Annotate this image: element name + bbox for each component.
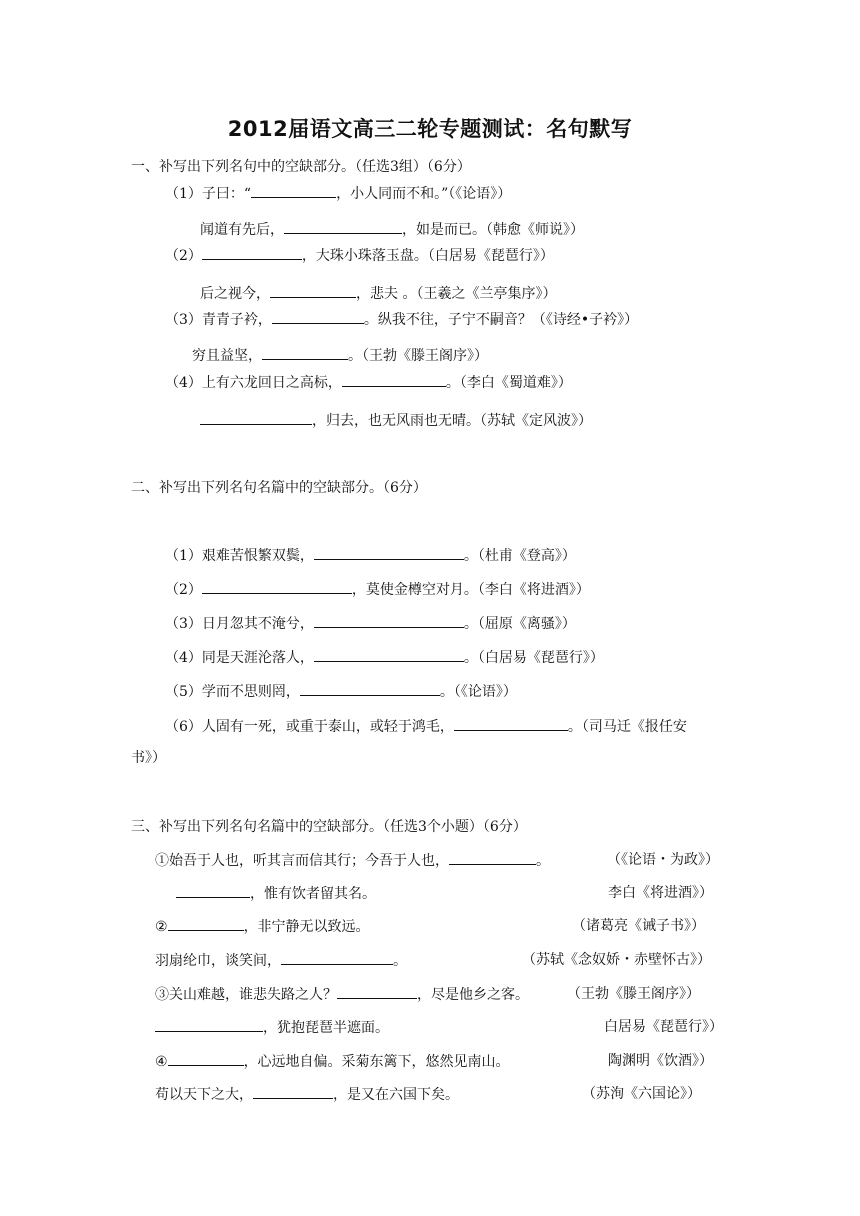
answer-blank[interactable]	[342, 372, 446, 387]
section3-source-3a: （王勃《滕王阁序》）	[567, 986, 700, 1002]
answer-blank[interactable]	[202, 579, 352, 594]
section2-heading: 二、补写出下列名句名篇中的空缺部分。（6分）	[131, 480, 427, 496]
text-before: （5）学而不思则罔，	[165, 684, 300, 700]
answer-blank[interactable]	[251, 183, 336, 198]
section2-item-1	[165, 545, 576, 566]
answer-blank[interactable]	[155, 1017, 263, 1032]
text-before: 苟以天下之大，	[155, 1087, 253, 1103]
text-after: ，如是而已。（韩愈《师说》）	[402, 222, 584, 238]
answer-blank[interactable]	[200, 410, 312, 425]
text-after: ，是又在六国下矣。	[333, 1087, 459, 1103]
text-after: 。（白居易《琵琶行》）	[463, 650, 604, 666]
answer-blank[interactable]	[253, 1084, 333, 1099]
section1-item-2b	[200, 283, 556, 304]
text-before: 穷且益坚，	[192, 348, 262, 364]
section1-item-3b	[192, 345, 488, 366]
text-before: （2）	[165, 248, 202, 264]
section1-heading: 一、补写出下列名句中的空缺部分。（任选3组）（6分）	[131, 159, 471, 175]
section1-item-3a	[165, 309, 638, 330]
text-after: ，心远地自偏。采菊东篱下，悠然见南山。	[243, 1054, 510, 1070]
answer-blank[interactable]	[300, 681, 440, 696]
text-after: ，惟有饮者留其名。	[250, 886, 376, 902]
text-before: （4）同是天涯沦落人，	[165, 650, 314, 666]
answer-blank[interactable]	[314, 613, 464, 628]
section3-source-1b: 李白《将进酒》）	[608, 885, 713, 901]
answer-blank[interactable]	[168, 1051, 244, 1066]
text-after: 。（王勃《滕王阁序》）	[348, 348, 488, 364]
text-after: 。	[536, 853, 550, 869]
answer-blank[interactable]	[337, 984, 417, 999]
answer-blank[interactable]	[314, 545, 464, 560]
text-before: 后之视今，	[200, 286, 270, 302]
text-before: 羽扇纶巾，谈笑间，	[155, 953, 281, 969]
text-before: （6）人固有一死，或重于泰山，或轻于鸿毛，	[165, 719, 454, 735]
text-after: ，归去，也无风雨也无晴。（苏轼《定风波》）	[312, 413, 592, 429]
answer-blank[interactable]	[262, 345, 348, 360]
answer-blank[interactable]	[270, 283, 356, 298]
text-after: 。（屈原《离骚》）	[463, 616, 576, 632]
section1-item-1b	[200, 219, 584, 240]
text-after: ，大珠小珠落玉盘。（白居易《琵琶行》）	[301, 248, 554, 264]
text-before: ③关山难越，谁悲失路之人？	[155, 987, 337, 1003]
text-before: （4）上有六龙回日之高标，	[165, 375, 342, 391]
text-after: 。	[393, 953, 407, 969]
answer-blank[interactable]	[272, 309, 364, 324]
section3-source-2a: （诸葛亮《诫子书》）	[572, 918, 705, 934]
section3-source-4a: 陶渊明《饮酒》）	[608, 1053, 713, 1069]
section2-item-6	[165, 716, 687, 737]
answer-blank[interactable]	[281, 950, 393, 965]
section3-item-3a	[155, 984, 529, 1005]
section1-item-4b	[200, 410, 592, 431]
section3-item-1b	[176, 883, 376, 904]
text-before: （1）艰难苦恨繁双鬓，	[165, 548, 314, 564]
text-before: （2）	[165, 582, 202, 598]
section3-source-3b: 白居易《琵琶行》）	[604, 1019, 723, 1035]
section1-item-1a	[165, 183, 511, 204]
text-after: 。纵我不往，子宁不嗣音？（《诗经•子衿》）	[363, 312, 639, 328]
text-after: ，小人同而不和。”（《论语》）	[336, 186, 512, 202]
answer-blank[interactable]	[449, 850, 536, 865]
section3-item-4a	[155, 1051, 510, 1072]
text-before: ②	[155, 919, 168, 935]
section3-source-2b: （苏轼《念奴娇・赤壁怀古》）	[522, 952, 711, 968]
answer-blank[interactable]	[168, 916, 244, 931]
answer-blank[interactable]	[202, 245, 302, 260]
text-after: 。（杜甫《登高》）	[463, 548, 576, 564]
text-after: ，犹抱琵琶半遮面。	[263, 1020, 389, 1036]
section3-item-3b	[155, 1017, 389, 1038]
text-after: 。（李白《蜀道难》）	[445, 375, 572, 391]
text-after: ，莫使金樽空对月。（李白《将进酒》）	[351, 582, 590, 598]
text-after: 。（《论语》）	[439, 684, 517, 700]
text-before: ①始吾于人也，听其言而信其行；今吾于人也，	[155, 853, 449, 869]
answer-blank[interactable]	[284, 219, 402, 234]
section1-item-2a	[165, 245, 554, 266]
page-title: 2012届语文高三二轮专题测试：名句默写	[227, 117, 633, 141]
section3-heading: 三、补写出下列名句名篇中的空缺部分。（任选3个小题）（6分）	[131, 819, 527, 835]
text-before: 闻道有先后，	[200, 222, 284, 238]
answer-blank[interactable]	[176, 883, 250, 898]
answer-blank[interactable]	[454, 716, 568, 731]
text-before: （1）子曰：“	[165, 186, 252, 202]
section3-item-1a	[155, 850, 550, 871]
section2-item-3	[165, 613, 576, 634]
answer-blank[interactable]	[314, 647, 464, 662]
section2-item-4	[165, 647, 604, 668]
text-before: （3）日月忽其不淹兮，	[165, 616, 314, 632]
section2-item-6-wrap: 书》）	[131, 750, 166, 766]
section2-item-2	[165, 579, 590, 600]
section3-item-2b	[155, 950, 407, 971]
section1-item-4a	[165, 372, 572, 393]
text-after: 。（司马迁《报任安	[567, 719, 687, 735]
text-before: （3）青青子衿，	[165, 312, 272, 328]
section2-item-5	[165, 681, 517, 702]
text-after: ，尽是他乡之客。	[417, 987, 529, 1003]
section3-source-4b: （苏洵《六国论》）	[582, 1086, 701, 1102]
section3-item-2a	[155, 916, 370, 937]
text-before: ④	[155, 1054, 168, 1070]
text-after: ，悲夫 。（王羲之《兰亭集序》）	[356, 286, 557, 302]
section3-source-1a: （《论语・为政》）	[607, 852, 719, 868]
section3-item-4b	[155, 1084, 459, 1105]
text-after: ，非宁静无以致远。	[243, 919, 370, 935]
